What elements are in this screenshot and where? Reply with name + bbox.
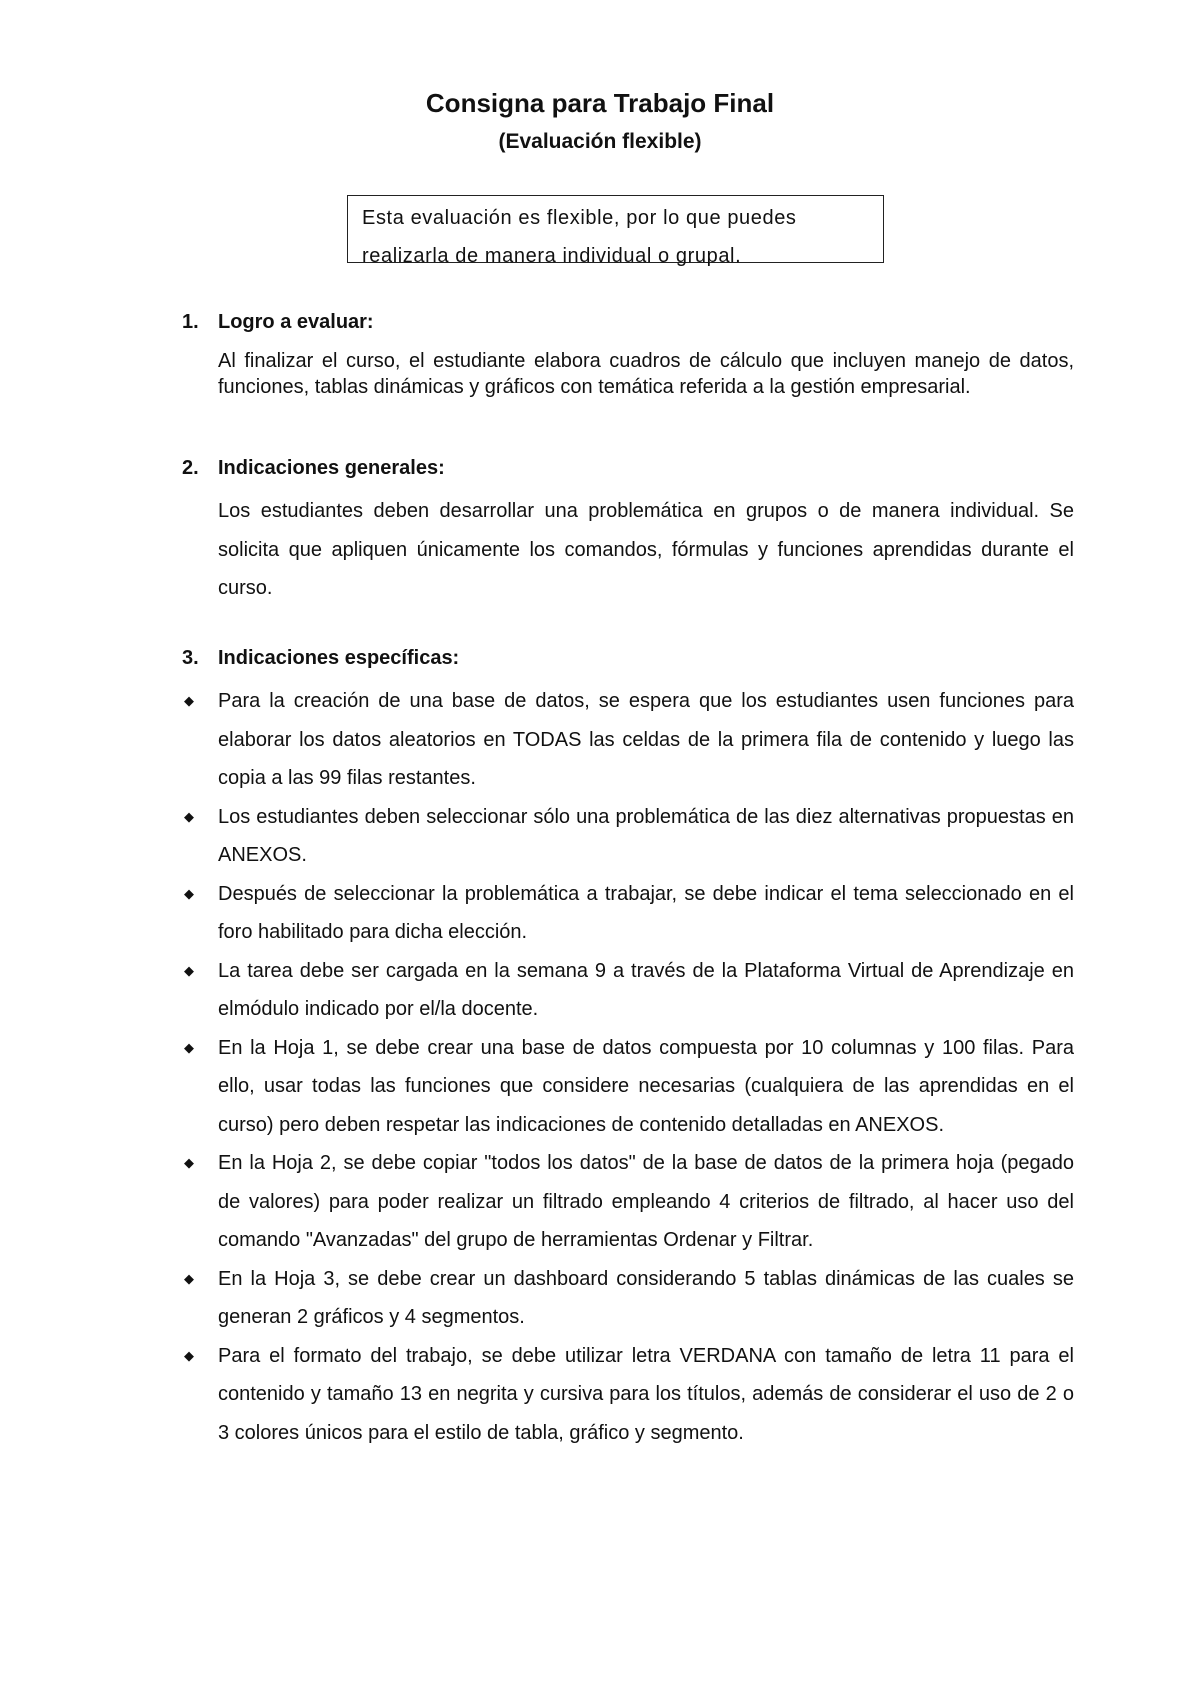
document-subtitle: (Evaluación flexible) bbox=[498, 130, 702, 153]
section-number: 3. bbox=[182, 647, 199, 669]
list-item-text: En la Hoja 3, se debe crear un dashboard considerando 5 tablas dinámicas de las cuales se generan 2 gráficos y 4 segmentos. bbox=[218, 1267, 1074, 1328]
list-item bbox=[182, 1029, 1074, 1145]
section-logro bbox=[182, 308, 1074, 400]
list-item bbox=[182, 798, 1074, 875]
document-title: Consigna para Trabajo Final bbox=[425, 88, 775, 118]
list-item-text: Para la creación de una base de datos, se espera que los estudiantes usen funciones para elaborar los datos aleatorios en TODAS las celdas de la primera fila de contenido y luego las copia a las 99 filas restantes. bbox=[218, 690, 1074, 789]
section-title: Indicaciones generales: bbox=[218, 457, 445, 479]
list-item bbox=[182, 952, 1074, 1029]
list-item-text: En la Hoja 2, se debe copiar "todos los datos" de la base de datos de la primera hoja (pegado de valores) para poder realizar un filtrado empleando 4 criterios de filtrado, al hacer uso del comando "Avanzadas" del grupo de herramientas Ordenar y Filtrar. bbox=[218, 1152, 1074, 1251]
list-item bbox=[182, 1337, 1074, 1453]
list-item-text: Después de seleccionar la problemática a trabajar, se debe indicar el tema seleccionado en el foro habilitado para dicha elección. bbox=[218, 882, 1074, 943]
list-item bbox=[182, 682, 1074, 798]
list-item-text: Para el formato del trabajo, se debe utilizar letra VERDANA con tamaño de letra 11 para el contenido y tamaño 13 en negrita y cursiva para los títulos, además de considerar el uso de 2 o 3 colores únicos para el estilo de tabla, gráfico y segmento. bbox=[218, 1344, 1074, 1444]
diamond-bullet-icon: ◆ bbox=[184, 1155, 194, 1170]
bullet-list bbox=[182, 682, 1074, 1452]
section-number: 2. bbox=[182, 457, 199, 479]
section-title: Logro a evaluar: bbox=[218, 311, 374, 333]
section-body: Los estudiantes deben desarrollar una problemática en grupos o de manera individual. Se solicita que apliquen únicamente los comandos, fórmulas y funciones aprendidas durante el curso. bbox=[218, 500, 1074, 599]
section-indicaciones-generales bbox=[182, 454, 1074, 608]
section-number: 1. bbox=[182, 311, 199, 333]
diamond-bullet-icon: ◆ bbox=[184, 1347, 194, 1363]
list-item-text: En la Hoja 1, se debe crear una base de datos compuesta por 10 columnas y 100 filas. Para ello, usar todas las funciones que considere necesarias (cualquiera de las aprendidas en el curso) pero deben respetar las indicaciones de contenido detalladas en ANEXOS. bbox=[218, 1036, 1074, 1136]
list-item-text: Los estudiantes deben seleccionar sólo una problemática de las diez alternativas propuestas en ANEXOS. bbox=[218, 805, 1074, 866]
list-item bbox=[182, 875, 1074, 952]
list-item-text: La tarea debe ser cargada en la semana 9 a través de la Plataforma Virtual de Aprendizaje en elmódulo indicado por el/la docente. bbox=[218, 959, 1074, 1020]
diamond-bullet-icon: ◆ bbox=[184, 693, 194, 708]
diamond-bullet-icon: ◆ bbox=[184, 1270, 194, 1286]
diamond-bullet-icon: ◆ bbox=[184, 808, 194, 824]
diamond-bullet-icon: ◆ bbox=[184, 885, 194, 901]
section-heading bbox=[182, 644, 1074, 672]
section-body: Al finalizar el curso, el estudiante elabora cuadros de cálculo que incluyen manejo de datos, funciones, tablas dinámicas y gráficos con temática referida a la gestión empresarial. bbox=[218, 350, 1074, 398]
list-item bbox=[182, 1260, 1074, 1337]
notice-box: Esta evaluación es flexible, por lo que puedes realizarla de manera individual o grupal. bbox=[347, 195, 884, 263]
section-heading bbox=[182, 454, 1074, 482]
diamond-bullet-icon: ◆ bbox=[184, 962, 194, 978]
section-heading bbox=[182, 308, 1074, 336]
section-indicaciones-especificas bbox=[182, 644, 1074, 1452]
diamond-bullet-icon: ◆ bbox=[184, 1039, 194, 1055]
list-item bbox=[182, 1144, 1074, 1260]
section-title: Indicaciones específicas: bbox=[218, 647, 460, 669]
